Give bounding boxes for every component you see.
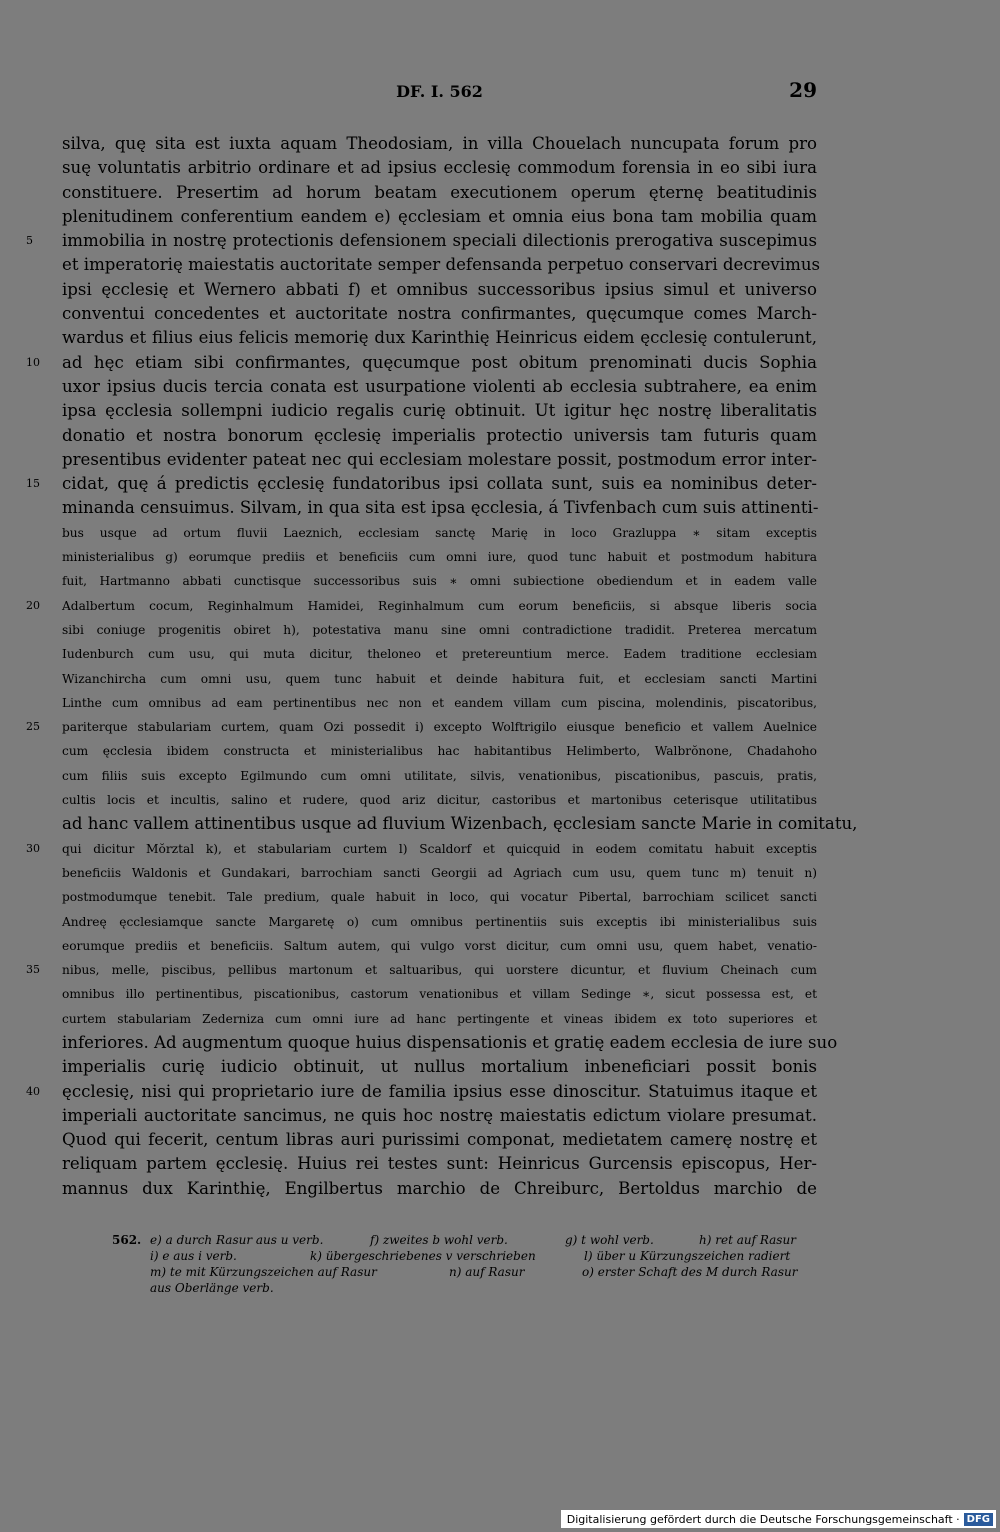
line-text: cidat, quę á predictis ęcclesię fundatoribus ipsi collata sunt, suis ea nominibus deter- [62,474,817,494]
line-text: pariterque stabulariam curtem, quam Ozi possedit i) excepto Wolftrigilo eiusque beneficio et vallem Auelnice [62,720,817,735]
text-line [26,229,817,253]
line-number: 25 [26,720,40,734]
text-line [26,1080,817,1104]
line-number: 35 [26,963,40,977]
line-text: nibus, melle, piscibus, pellibus martonum et saltuaribus, qui uorstere dicuntur, et fluvium Cheinach cum [62,963,817,978]
text-line [62,910,817,934]
text-line [62,424,817,448]
line-text: et imperatorię maiestatis auctoritate semper defensanda perpetuo conservari decrevimus [62,255,821,275]
dfg-logo-icon: DFG [964,1513,993,1526]
line-text: Adalbertum cocum, Reginhalmum Hamidei, Reginhalmum cum eorum beneficiis, si absque liberis socia [62,598,817,613]
text-line [26,472,817,496]
footnote-n: n) auf Rasur [449,1265,525,1279]
line-text: conventui concedentes et auctoritate nostra confirmantes, quęcumque comes March- [62,304,817,324]
line-text: Linthe cum omnibus ad eam pertinentibus nec non et eandem villam cum piscina, molendinis, piscatoribus, [62,695,817,710]
text-line [62,253,821,277]
text-line [62,521,817,545]
line-text: reliquam partem ęcclesię. Huius rei testes sunt: Heinricus Gurcensis episcopus, Her- [62,1154,817,1174]
text-line [26,715,817,739]
text-line [62,861,817,885]
line-text: plenitudinem conferentium eandem e) ęcclesiam et omnia eius bona tam mobilia quam [62,206,817,226]
line-text: ipsi ęcclesię et Wernero abbati f) et omnibus successoribus ipsius simul et universo [62,279,817,299]
footnote-o: o) erster Schaft des M durch Rasur [582,1265,798,1279]
line-text: fuit, Hartmanno abbati cunctisque successoribus suis ∗ omni subiectione obediendum et in eadem valle [62,574,817,589]
line-text: ad hęc etiam sibi confirmantes, quęcumque post obitum prenominati ducis Sophia [62,352,817,372]
text-line [62,982,817,1006]
dfg-banner[interactable] [561,1510,996,1528]
line-text: silva, quę sita est iuxta aquam Theodosiam, in villa Chouelach nuncupata forum pro [62,134,817,153]
text-line [62,667,817,691]
banner-text: Digitalisierung gefördert durch die Deutsche Forschungsgemeinschaft · [566,1512,960,1526]
page-header [62,78,817,108]
line-number: 5 [26,234,33,248]
line-number: 30 [26,841,40,855]
line-text: imperiali auctoritate sancimus, ne quis hoc nostrę maiestatis edictum violare presumat. [62,1105,817,1125]
running-head: DF. I. 562 [396,82,483,101]
text-line [62,156,817,180]
text-line [62,1177,817,1201]
line-text: minanda censuimus. Silvam, in qua sita est ipsa ęcclesia, á Tivfenbach cum suis attinenti- [62,498,819,518]
line-text: immobilia in nostrę protectionis defensionem speciali dilectionis prerogativa suscepimus [62,231,817,251]
text-line [62,1152,817,1176]
text-line [62,1128,817,1152]
line-text: uxor ipsius ducis tercia conata est usurpatione violenti ab ecclesia subtrahere, ea enim [62,376,817,396]
line-text: donatio et nostra bonorum ęcclesię imperialis protectio universis tam futuris quam [62,425,817,445]
line-number: 20 [26,598,40,612]
line-text: ęcclesię, nisi qui proprietario iure de familia ipsius esse dinoscitur. Statuimus itaque et [62,1081,817,1101]
text-line [62,788,817,812]
line-text: mannus dux Karinthię, Engilbertus marchio de Chreiburc, Bertoldus marchio de [62,1178,817,1198]
line-text: constituere. Presertim ad horum beatam executionem operum ęternę beatitudinis [62,182,817,202]
text-line [62,1007,817,1031]
text-line [62,278,817,302]
text-line [62,739,817,763]
text-line [62,375,817,399]
line-number: 10 [26,355,40,369]
footnote-row [62,1232,817,1248]
text-line [62,1055,817,1079]
line-text: postmodumque tenebit. Tale predium, quale habuit in loco, qui vocatur Pibertal, barrochiam scilicet sancti [62,890,817,905]
line-text: eorumque prediis et beneficiis. Saltum autem, qui vulgo vorst dicitur, cum omni usu, quem habet, venatio- [62,938,817,953]
line-text: cum filiis suis excepto Egilmundo cum omni utilitate, silvis, venationibus, piscationibus, pascuis, pratis, [62,768,817,783]
text-line [62,934,817,958]
line-text: ad hanc vallem attinentibus usque ad fluvium Wizenbach, ęcclesiam sancte Marie in comitatu, [62,814,858,834]
line-text: cultis locis et incultis, salino et rudere, quod ariz dicitur, castoribus et martonibus ceterisque utilitatibus [62,793,817,808]
line-text: suę voluntatis arbitrio ordinare et ad ipsius ecclesię commodum forensia in eo sibi iura [62,158,817,178]
text-line [62,399,817,423]
text-line [62,132,817,156]
text-line [62,302,817,326]
text-line [62,618,817,642]
text-line [62,326,817,350]
text-line [62,205,817,229]
footnotes [62,1232,817,1296]
line-text: sibi coniuge progenitis obiret h), potestativa manu sine omni contradictione tradidit. Preterea mercatum [62,622,817,637]
footnote-row [62,1280,817,1296]
line-text: omnibus illo pertinentibus, piscationibus, castorum venationibus et villam Sedinge ∗, sicut possessa est, et [62,987,817,1002]
footnote-row [62,1264,817,1280]
line-text: cum ęcclesia ibidem constructa et ministerialibus hac habitantibus Helimberto, Walbrŏnone, Chadahoho [62,744,817,759]
footnote-h: h) ret auf Rasur [699,1233,796,1247]
footnote-o-cont: aus Oberlänge verb. [150,1281,274,1295]
text-line [62,569,817,593]
text-line [62,181,817,205]
line-text: curtem stabulariam Zederniza cum omni iure ad hanc pertingente et vineas ibidem ex toto superiores et [62,1011,817,1026]
text-line [62,496,817,520]
text-line [62,812,858,836]
line-text: Quod qui fecerit, centum libras auri purissimi componat, medietatem camerę nostrę et [62,1130,817,1150]
line-text: ministerialibus g) eorumque prediis et beneficiis cum omni iure, quod tunc habuit et postmodum habitura [62,550,817,565]
line-number: 40 [26,1084,40,1098]
line-text: Andreę ęcclesiamque sancte Margaretę o) cum omnibus pertinentiis suis exceptis ibi ministerialibus suis [62,914,817,929]
main-text [26,132,858,1201]
text-line [62,448,817,472]
text-line [26,594,817,618]
line-text: imperialis curię iudicio obtinuit, ut nullus mortalium inbeneficiari possit bonis [62,1057,817,1077]
text-line [62,885,817,909]
footnote-m: m) te mit Kürzungszeichen auf Rasur [150,1265,377,1279]
footnote-e: e) a durch Rasur aus u verb. [150,1233,324,1247]
footnote-i: i) e aus i verb. [150,1249,237,1263]
text-line [62,691,817,715]
line-text: wardus et filius eius felicis memorię dux Karinthię Heinricus eidem ęcclesię contulerunt, [62,328,817,348]
footnote-row [62,1248,817,1264]
footnote-f: f) zweites b wohl verb. [370,1233,508,1247]
line-text: Iudenburch cum usu, qui muta dicitur, theloneo et pretereuntium merce. Eadem traditione ecclesiam [62,647,817,662]
footnote-g: g) t wohl verb. [565,1233,654,1247]
footnote-doc-number: 562. [112,1233,142,1247]
text-line [62,1031,838,1055]
line-text: qui dicitur Mŏrztal k), et stabulariam curtem l) Scaldorf et quicquid in eodem comitatu habuit exceptis [62,841,817,856]
text-line [26,351,817,375]
text-line [62,1104,817,1128]
text-line [62,764,817,788]
page-number: 29 [789,78,817,102]
line-text: beneficiis Waldonis et Gundakari, barrochiam sancti Georgii ad Agriach cum usu, quem tunc m) tenuit n) [62,865,817,880]
text-line [26,837,817,861]
text-line [62,642,817,666]
line-number: 15 [26,477,40,491]
footnote-l: l) über u Kürzungszeichen radiert [584,1249,791,1263]
line-text: presentibus evidenter pateat nec qui ecclesiam molestare possit, postmodum error inter- [62,449,817,469]
footnote-k: k) übergeschriebenes v verschrieben [310,1249,536,1263]
line-text: inferiores. Ad augmentum quoque huius dispensationis et gratię eadem ecclesia de iure suo [62,1032,838,1052]
line-text: Wizanchircha cum omni usu, quem tunc habuit et deinde habitura fuit, et ecclesiam sancti Martini [62,671,817,686]
line-text: bus usque ad ortum fluvii Laeznich, ecclesiam sanctę Marię in loco Grazluppa ∗ sitam exceptis [62,525,817,540]
line-text: ipsa ęcclesia sollempni iudicio regalis curię obtinuit. Ut igitur hęc nostrę liberalitatis [62,401,817,421]
text-line [62,545,817,569]
text-line [26,958,817,982]
